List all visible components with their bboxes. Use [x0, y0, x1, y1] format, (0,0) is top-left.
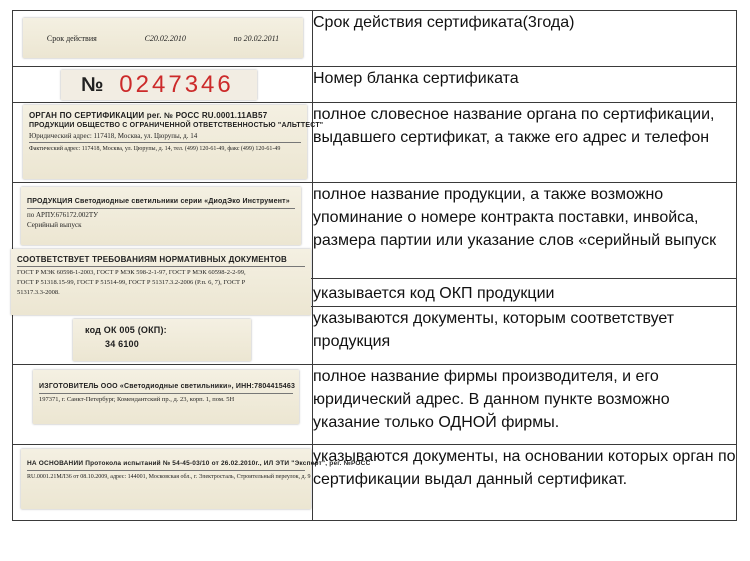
scan-cell [13, 307, 313, 365]
scan-text: С20.02.2010 [144, 33, 186, 43]
description-cell: полное словесное название органа по сертификации, выдавшего сертификат, а также его адрес и телефон [313, 103, 737, 183]
scan-text: Срок действия [46, 33, 97, 43]
scan-cell [13, 445, 371, 521]
scan-cell [13, 365, 313, 445]
scan-text: по АРПУ.676172.002ТУ [27, 211, 99, 219]
standards-scan [11, 249, 311, 315]
table-row [13, 445, 737, 521]
scan-text: ИЗГОТОВИТЕЛЬ ООО «Светодиодные светильники», ИНН:7804415463 [39, 383, 296, 390]
scan-text: ПРОДУКЦИИ ОБЩЕСТВО С ОГРАНИЧЕННОЙ ОТВЕТСТВЕННОСТЬЮ "АЛЬТТЕСТ" [29, 122, 324, 129]
scan-text: Фактический адрес: 117418, Москва, ул. Цюрупы, д. 14, тел. (499) 120-61-49, факс (499) 120-61-49 [29, 146, 281, 152]
scan-cell [13, 67, 313, 103]
scan-text: ПРОДУКЦИЯ Светодиодные светильники серии «ДиодЭко Инструмент» [27, 198, 290, 205]
form-number-scan [61, 70, 257, 100]
scan-text: ГОСТ Р 51318.15-99, ГОСТ Р 51514-99, ГОСТ Р 51317.3.2-2006 (Р.п. 6, 7), ГОСТ Р [17, 279, 246, 286]
table-row [13, 67, 737, 103]
manufacturer-scan [33, 370, 299, 424]
description-cell: указываются документы, на основании которых орган по сертификации выдал данный сертификат. [313, 445, 737, 521]
table-row [13, 183, 737, 279]
scan-cell [13, 11, 313, 67]
scan-text: по 20.02.2011 [233, 33, 280, 43]
description-cell: полное название фирмы производителя, и его юридический адрес. В данном пункте возможно указание только ОДНОЙ фирмы. [313, 365, 737, 445]
scan-text: Серийный выпуск [27, 221, 82, 229]
description-cell: Срок действия сертификата(3года) [313, 11, 737, 67]
okp-code-scan [73, 319, 251, 361]
scan-text: RU.0001.21МЛ36 от 08.10.2009, адрес: 144001, Московская обл., г. Электросталь, Строительный переулок, д. 9 [27, 474, 311, 480]
scan-text: ГОСТ Р МЭК 60598-1-2003, ГОСТ Р МЭК 598-2-1-97, ГОСТ Р МЭК 60598-2-2-99, [17, 269, 246, 276]
scan-text: 197371, г. Санкт-Петербург, Комендантский пр., д. 23, корп. 1, пом. 5Н [39, 396, 235, 403]
number-sign: № [81, 73, 104, 96]
basis-documents-scan [21, 449, 371, 509]
table-row [13, 103, 737, 183]
scan-text: 51317.3.3-2008. [17, 289, 60, 296]
table-row [13, 365, 737, 445]
description-cell: указывается код ОКП продукции [313, 279, 737, 307]
certificate-explanation-table [12, 10, 737, 521]
form-number: 0247346 [119, 71, 234, 98]
scan-text: Юридический адрес: 117418, Москва, ул. Цюрупы, д. 14 [29, 132, 198, 140]
scan-text: СООТВЕТСТВУЕТ ТРЕБОВАНИЯМ НОРМАТИВНЫХ ДОКУМЕНТОВ [17, 255, 288, 264]
table-row [13, 307, 737, 365]
description-cell: полное название продукции, а также возможно упоминание о номере контракта поставки, инвойса, размера партии или указание слов «серийный выпуск [313, 183, 737, 279]
scan-text: НА ОСНОВАНИИ Протокола испытаний № 54-45-03/10 от 26.02.2010г., ИЛ ЭТИ "Эксперт", рег. №РОСС [27, 460, 371, 467]
table-row [13, 11, 737, 67]
scan-text: ОРГАН ПО СЕРТИФИКАЦИИ рег. № РОСС RU.0001.11АВ57 [29, 111, 268, 120]
validity-period-scan [23, 18, 303, 58]
description-cell: Номер бланка сертификата [313, 67, 737, 103]
product-scan [21, 187, 301, 245]
scan-cell [13, 183, 313, 296]
scan-cell [13, 103, 324, 183]
scan-text: код ОК 005 (ОКП): [85, 325, 167, 335]
certification-body-scan [23, 105, 324, 179]
scan-text: 34 6100 [105, 339, 139, 349]
description-cell: указываются документы, которым соответствует продукция [313, 307, 737, 365]
